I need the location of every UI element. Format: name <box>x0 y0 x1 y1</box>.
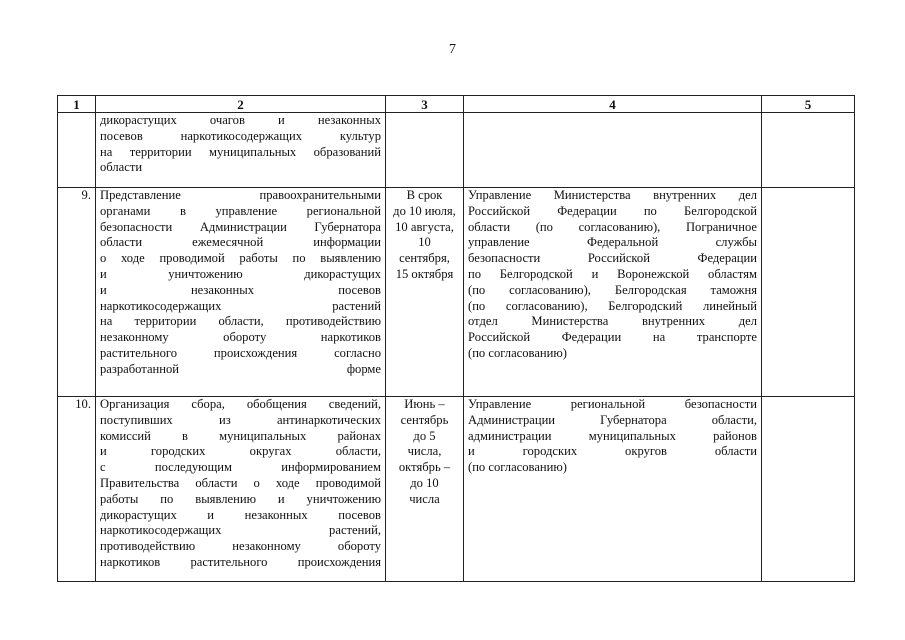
task-line: области ежемесячной информации <box>100 235 381 250</box>
task-line: на территории области, противодействию <box>100 314 381 329</box>
responsible-line: Администрации Губернатора области, <box>468 412 757 427</box>
term-line: числа, <box>407 444 442 459</box>
responsible-line: (по согласованию), Белгородская таможня <box>468 282 757 297</box>
responsible-line: области (по согласованию), Пограничное <box>468 219 757 234</box>
task-line: и городских округах области, <box>100 444 381 459</box>
responsible-line: по Белгородской и Воронежской областям <box>468 266 757 281</box>
term-line: 15 октября <box>395 266 454 281</box>
responsible-line: управление Федеральной службы <box>468 235 757 250</box>
responsible-line: и городских округов области <box>468 444 757 459</box>
responsible-cell <box>464 188 762 397</box>
row-number-cell <box>58 113 96 188</box>
term-line: сентября, <box>399 251 450 266</box>
term-line: 10 <box>418 235 431 250</box>
task-line: противодействию незаконному обороту <box>100 539 381 554</box>
term-line: до 10 июля, <box>393 203 456 218</box>
task-line: разработанной форме <box>100 361 381 376</box>
responsible-cell <box>464 113 762 188</box>
task-line: работы по выявлению и уничтожению <box>100 491 381 506</box>
task-line: дикорастущих очагов и незаконных <box>100 113 381 127</box>
table-row <box>58 397 855 582</box>
header-col-4: 4 <box>464 96 762 113</box>
task-line: поступивших из антинаркотических <box>100 412 381 427</box>
measures-table <box>57 95 855 582</box>
header-col-2: 2 <box>96 96 386 113</box>
task-cell <box>96 397 386 582</box>
term-cell <box>386 188 464 397</box>
task-line: наркотиков растительного происхождения <box>100 554 381 569</box>
task-line: о ходе проводимой работы по выявлению <box>100 251 381 266</box>
responsible-line: администрации муниципальных районов <box>468 428 757 443</box>
responsible-line: (по согласованию) <box>468 460 568 475</box>
header-col-1: 1 <box>58 96 96 113</box>
header-col-3: 3 <box>386 96 464 113</box>
task-line: Организация сбора, обобщения сведений, <box>100 397 381 411</box>
responsible-line: (по согласованию) <box>468 345 568 360</box>
responsible-line: безопасности Российской Федерации <box>468 251 757 266</box>
table-row <box>58 188 855 397</box>
responsible-line: Управление региональной безопасности <box>468 397 757 411</box>
task-line: комиссий в муниципальных районах <box>100 428 381 443</box>
task-line: дикорастущих и незаконных посевов <box>100 507 381 522</box>
note-cell <box>762 113 855 188</box>
term-line: до 5 <box>413 428 436 443</box>
header-col-5: 5 <box>762 96 855 113</box>
responsible-line: Российской Федерации по Белгородской <box>468 203 757 218</box>
responsible-line: Управление Министерства внутренних дел <box>468 188 757 202</box>
responsible-line: Российской Федерации на транспорте <box>468 330 757 345</box>
note-cell <box>762 188 855 397</box>
table-header-row <box>58 96 855 113</box>
task-line: с последующим информированием <box>100 460 381 475</box>
responsible-cell <box>464 397 762 582</box>
task-line: наркотикосодержащих растений <box>100 298 381 313</box>
task-line: и незаконных посевов <box>100 282 381 297</box>
task-line: органами в управление региональной <box>100 203 381 218</box>
task-line: на территории муниципальных образований <box>100 144 381 159</box>
responsible-line: отдел Министерства внутренних дел <box>468 314 757 329</box>
task-line: и уничтожению дикорастущих <box>100 266 381 281</box>
task-line: растительного происхождения согласно <box>100 345 381 360</box>
task-cell <box>96 113 386 188</box>
term-line: В срок <box>406 188 443 202</box>
term-line: до 10 <box>410 475 439 490</box>
task-line: незаконному обороту наркотиков <box>100 330 381 345</box>
table-row-continuation <box>58 113 855 188</box>
row-number-cell: 9. <box>58 188 96 397</box>
task-line: Представление правоохранительными <box>100 188 381 202</box>
responsible-line: (по согласованию), Белгородский линейный <box>468 298 757 313</box>
term-line: сентябрь <box>400 412 449 427</box>
task-cell <box>96 188 386 397</box>
task-line: области <box>100 160 143 175</box>
task-line: безопасности Администрации Губернатора <box>100 219 381 234</box>
term-line: октябрь – <box>398 460 451 475</box>
task-line: Правительства области о ходе проводимой <box>100 475 381 490</box>
task-line: посевов наркотикосодержащих культур <box>100 128 381 143</box>
term-line: 10 августа, <box>395 219 454 234</box>
task-line: наркотикосодержащих растений, <box>100 523 381 538</box>
page-number: 7 <box>449 42 456 57</box>
note-cell <box>762 397 855 582</box>
term-line: числа <box>409 491 440 506</box>
term-line: Июнь – <box>404 397 445 411</box>
term-cell <box>386 397 464 582</box>
term-cell <box>386 113 464 188</box>
row-number-cell: 10. <box>58 397 96 582</box>
